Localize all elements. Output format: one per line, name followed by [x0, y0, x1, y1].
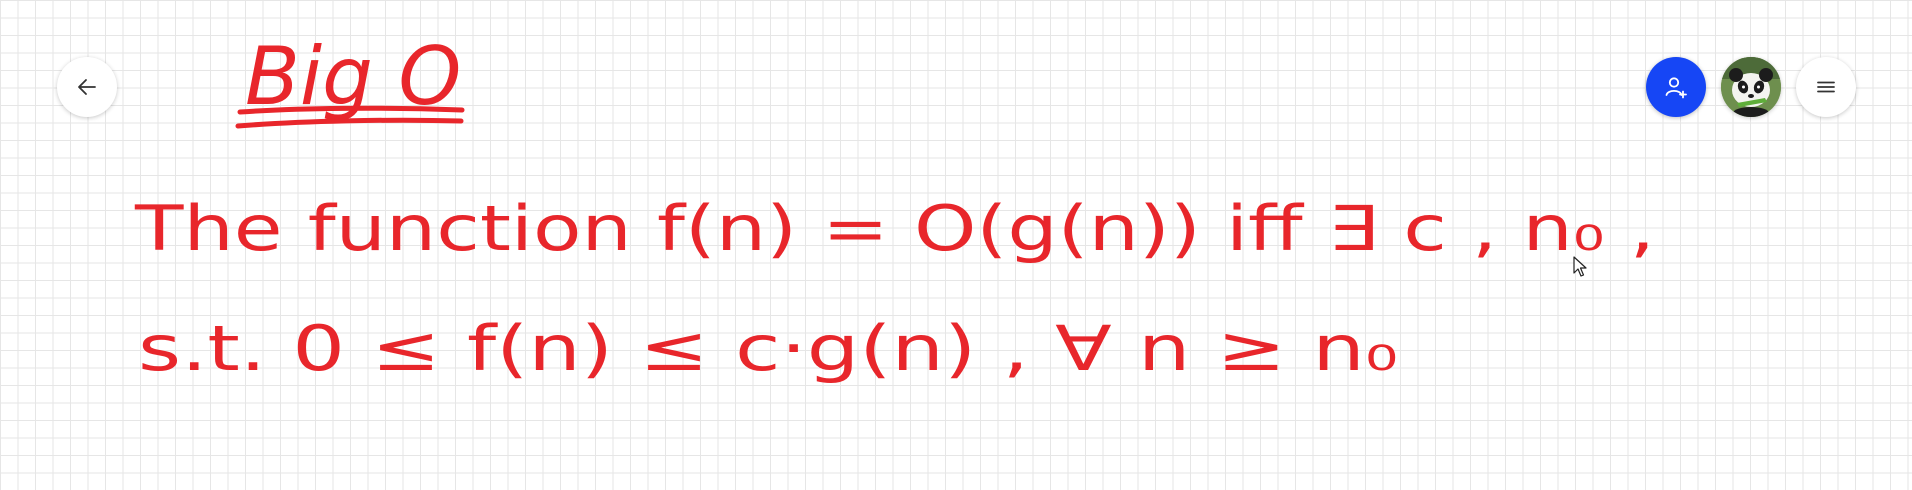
panda-avatar-icon	[1721, 57, 1781, 117]
user-avatar[interactable]	[1721, 57, 1781, 117]
arrow-left-icon	[76, 76, 98, 98]
mouse-pointer-icon	[1573, 256, 1589, 283]
share-button[interactable]	[1646, 57, 1706, 117]
heading-big-o: Big O	[245, 30, 462, 123]
definition-line-2: s.t. 0 ≤ f(n) ≤ c·g(n) , ∀ n ≥ n₀	[138, 312, 1398, 385]
menu-button[interactable]	[1796, 57, 1856, 117]
hamburger-menu-icon	[1815, 76, 1837, 98]
add-user-icon	[1663, 74, 1689, 100]
definition-line-1: The function f(n) = O(g(n)) iff ∃ c , n₀ ,	[133, 192, 1655, 265]
back-button[interactable]	[57, 57, 117, 117]
